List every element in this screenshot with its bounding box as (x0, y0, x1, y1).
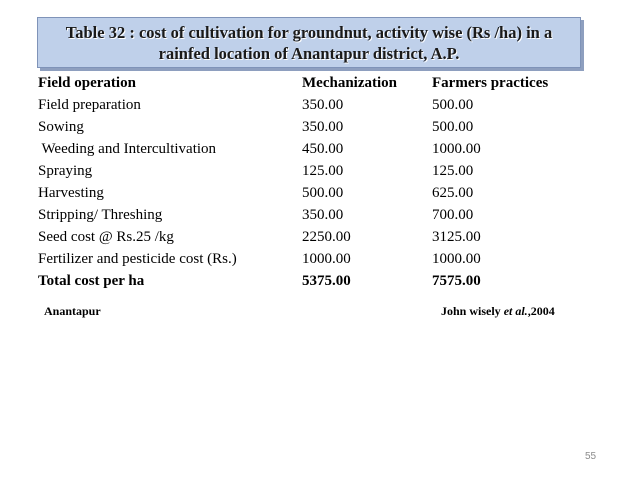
cell-mechanization: 350.00 (302, 119, 344, 135)
table-row (38, 160, 582, 182)
table-row (38, 94, 582, 116)
cell-operation: Field preparation (38, 97, 141, 113)
cell-operation: Weeding and Intercultivation (38, 141, 217, 157)
table-row (38, 182, 582, 204)
citation-author: John wisely (441, 304, 504, 318)
cell-operation: Harvesting (38, 185, 104, 201)
table-row (38, 248, 582, 270)
cell-mechanization: 450.00 (302, 141, 344, 157)
total-label: Total cost per ha (38, 273, 145, 289)
page-number: 55 (585, 451, 597, 462)
table-title-line-1: Table 32 : cost of cultivation for groundnut, activity wise (Rs /ha) in a (65, 22, 553, 42)
cell-farmers-practices: 500.00 (432, 119, 474, 135)
table-row (38, 226, 582, 248)
total-farmers-practices: 7575.00 (432, 273, 481, 289)
cost-table (38, 72, 582, 292)
cell-operation: Stripping/ Threshing (38, 207, 163, 223)
cell-mechanization: 2250.00 (302, 229, 351, 245)
table-row (38, 116, 582, 138)
cell-mechanization: 500.00 (302, 185, 344, 201)
cell-farmers-practices: 125.00 (432, 163, 474, 179)
citation-year: ,2004 (527, 304, 555, 318)
header-farmers-practices: Farmers practices (432, 75, 549, 91)
header-field-operation: Field operation (38, 75, 136, 91)
cell-farmers-practices: 1000.00 (432, 141, 481, 157)
table-header-row (38, 72, 582, 94)
citation-et-al: et al. (503, 304, 528, 318)
cell-mechanization: 125.00 (302, 163, 344, 179)
cell-farmers-practices: 1000.00 (432, 251, 481, 267)
cell-farmers-practices: 500.00 (432, 97, 474, 113)
cell-mechanization: 1000.00 (302, 251, 351, 267)
table-row (38, 204, 582, 226)
cell-farmers-practices: 700.00 (432, 207, 474, 223)
location-note: Anantapur (44, 304, 101, 318)
cell-mechanization: 350.00 (302, 207, 344, 223)
source-citation (441, 304, 555, 319)
table-title-line-2: rainfed location of Anantapur district, A.P. (158, 43, 460, 63)
cell-operation: Sowing (38, 119, 84, 135)
cell-operation: Fertilizer and pesticide cost (Rs.) (38, 251, 237, 267)
table-title (60, 22, 558, 64)
cell-mechanization: 350.00 (302, 97, 344, 113)
cell-operation: Spraying (38, 163, 93, 179)
cell-farmers-practices: 3125.00 (432, 229, 481, 245)
table-title-box (37, 17, 581, 68)
header-mechanization: Mechanization (302, 75, 397, 91)
total-mechanization: 5375.00 (302, 273, 351, 289)
cell-farmers-practices: 625.00 (432, 185, 474, 201)
table-row (38, 138, 582, 160)
cell-operation: Seed cost @ Rs.25 /kg (38, 229, 174, 245)
table-total-row (38, 270, 582, 292)
